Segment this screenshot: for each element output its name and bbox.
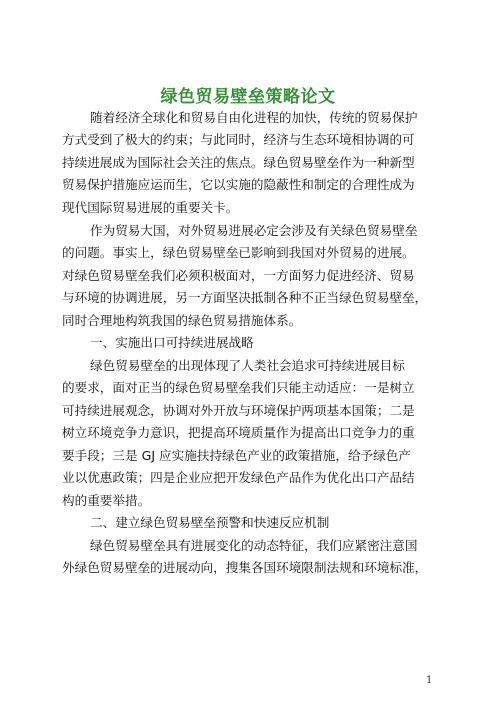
paragraph-line: 业以优惠政策；四是企业应把开发绿色产品作为优化出口产品结 xyxy=(62,470,415,485)
section-heading: 一、实施出口可持续进展战略 xyxy=(90,335,254,350)
document-title: 绿色贸易壁垒策略论文 xyxy=(160,87,336,107)
paragraph-line: 同时合理地构筑我国的绿色贸易措施体系。 xyxy=(62,313,302,328)
paragraph-line: 的问题。事实上，绿色贸易壁垒已影响到我国对外贸易的进展。 xyxy=(62,245,415,260)
section-heading: 二、建立绿色贸易壁垒预警和快速反应机制 xyxy=(90,515,330,530)
paragraph-line: 对绿色贸易壁垒我们必须积极面对，一方面努力促进经济、贸易 xyxy=(62,268,415,283)
paragraph-line: 可持续进展观念，协调对外开放与环境保护两项基本国策；二是 xyxy=(62,403,415,418)
paragraph-line: 持续进展成为国际社会关注的焦点。绿色贸易壁垒作为一种新型 xyxy=(62,155,415,170)
page-number: 1 xyxy=(426,675,433,686)
paragraph-line: 绿色贸易壁垒的出现体现了人类社会追求可持续进展目标 xyxy=(90,358,405,373)
paragraph-line: 外绿色贸易壁垒的进展动向，搜集各国环境限制法规和环境标准， xyxy=(62,560,428,575)
paragraph-line: 作为贸易大国，对外贸易进展必定会涉及有关绿色贸易壁垒 xyxy=(90,223,418,238)
paragraph-line: 与环境的协调进展，另一方面坚决抵制各种不正当绿色贸易壁垒， xyxy=(62,290,428,305)
paragraph-line: 随着经济全球化和贸易自由化进程的加快，传统的贸易保护 xyxy=(90,110,418,125)
paragraph-line: 构的重要举措。 xyxy=(62,493,151,508)
paragraph-line: 现代国际贸易进展的重要关卡。 xyxy=(62,200,239,215)
paragraph-line: 方式受到了极大的约束；与此同时，经济与生态环境相协调的可 xyxy=(62,132,415,147)
paragraph-line: 绿色贸易壁垒具有进展变化的动态特征，我们应紧密注意国 xyxy=(90,538,418,553)
paragraph-line: 树立环境竞争力意识，把提高环境质量作为提高出口竞争力的重 xyxy=(62,425,415,440)
paragraph-line: 贸易保护措施应运而生，它以实施的隐蔽性和制定的合理性成为 xyxy=(62,177,415,192)
paragraph-line: 的要求，面对正当的绿色贸易壁垒我们只能主动适应：一是树立 xyxy=(62,380,415,395)
paragraph-line: 要手段；三是 GJ 应实施扶持绿色产业的政策措施，给予绿色产 xyxy=(62,448,411,463)
